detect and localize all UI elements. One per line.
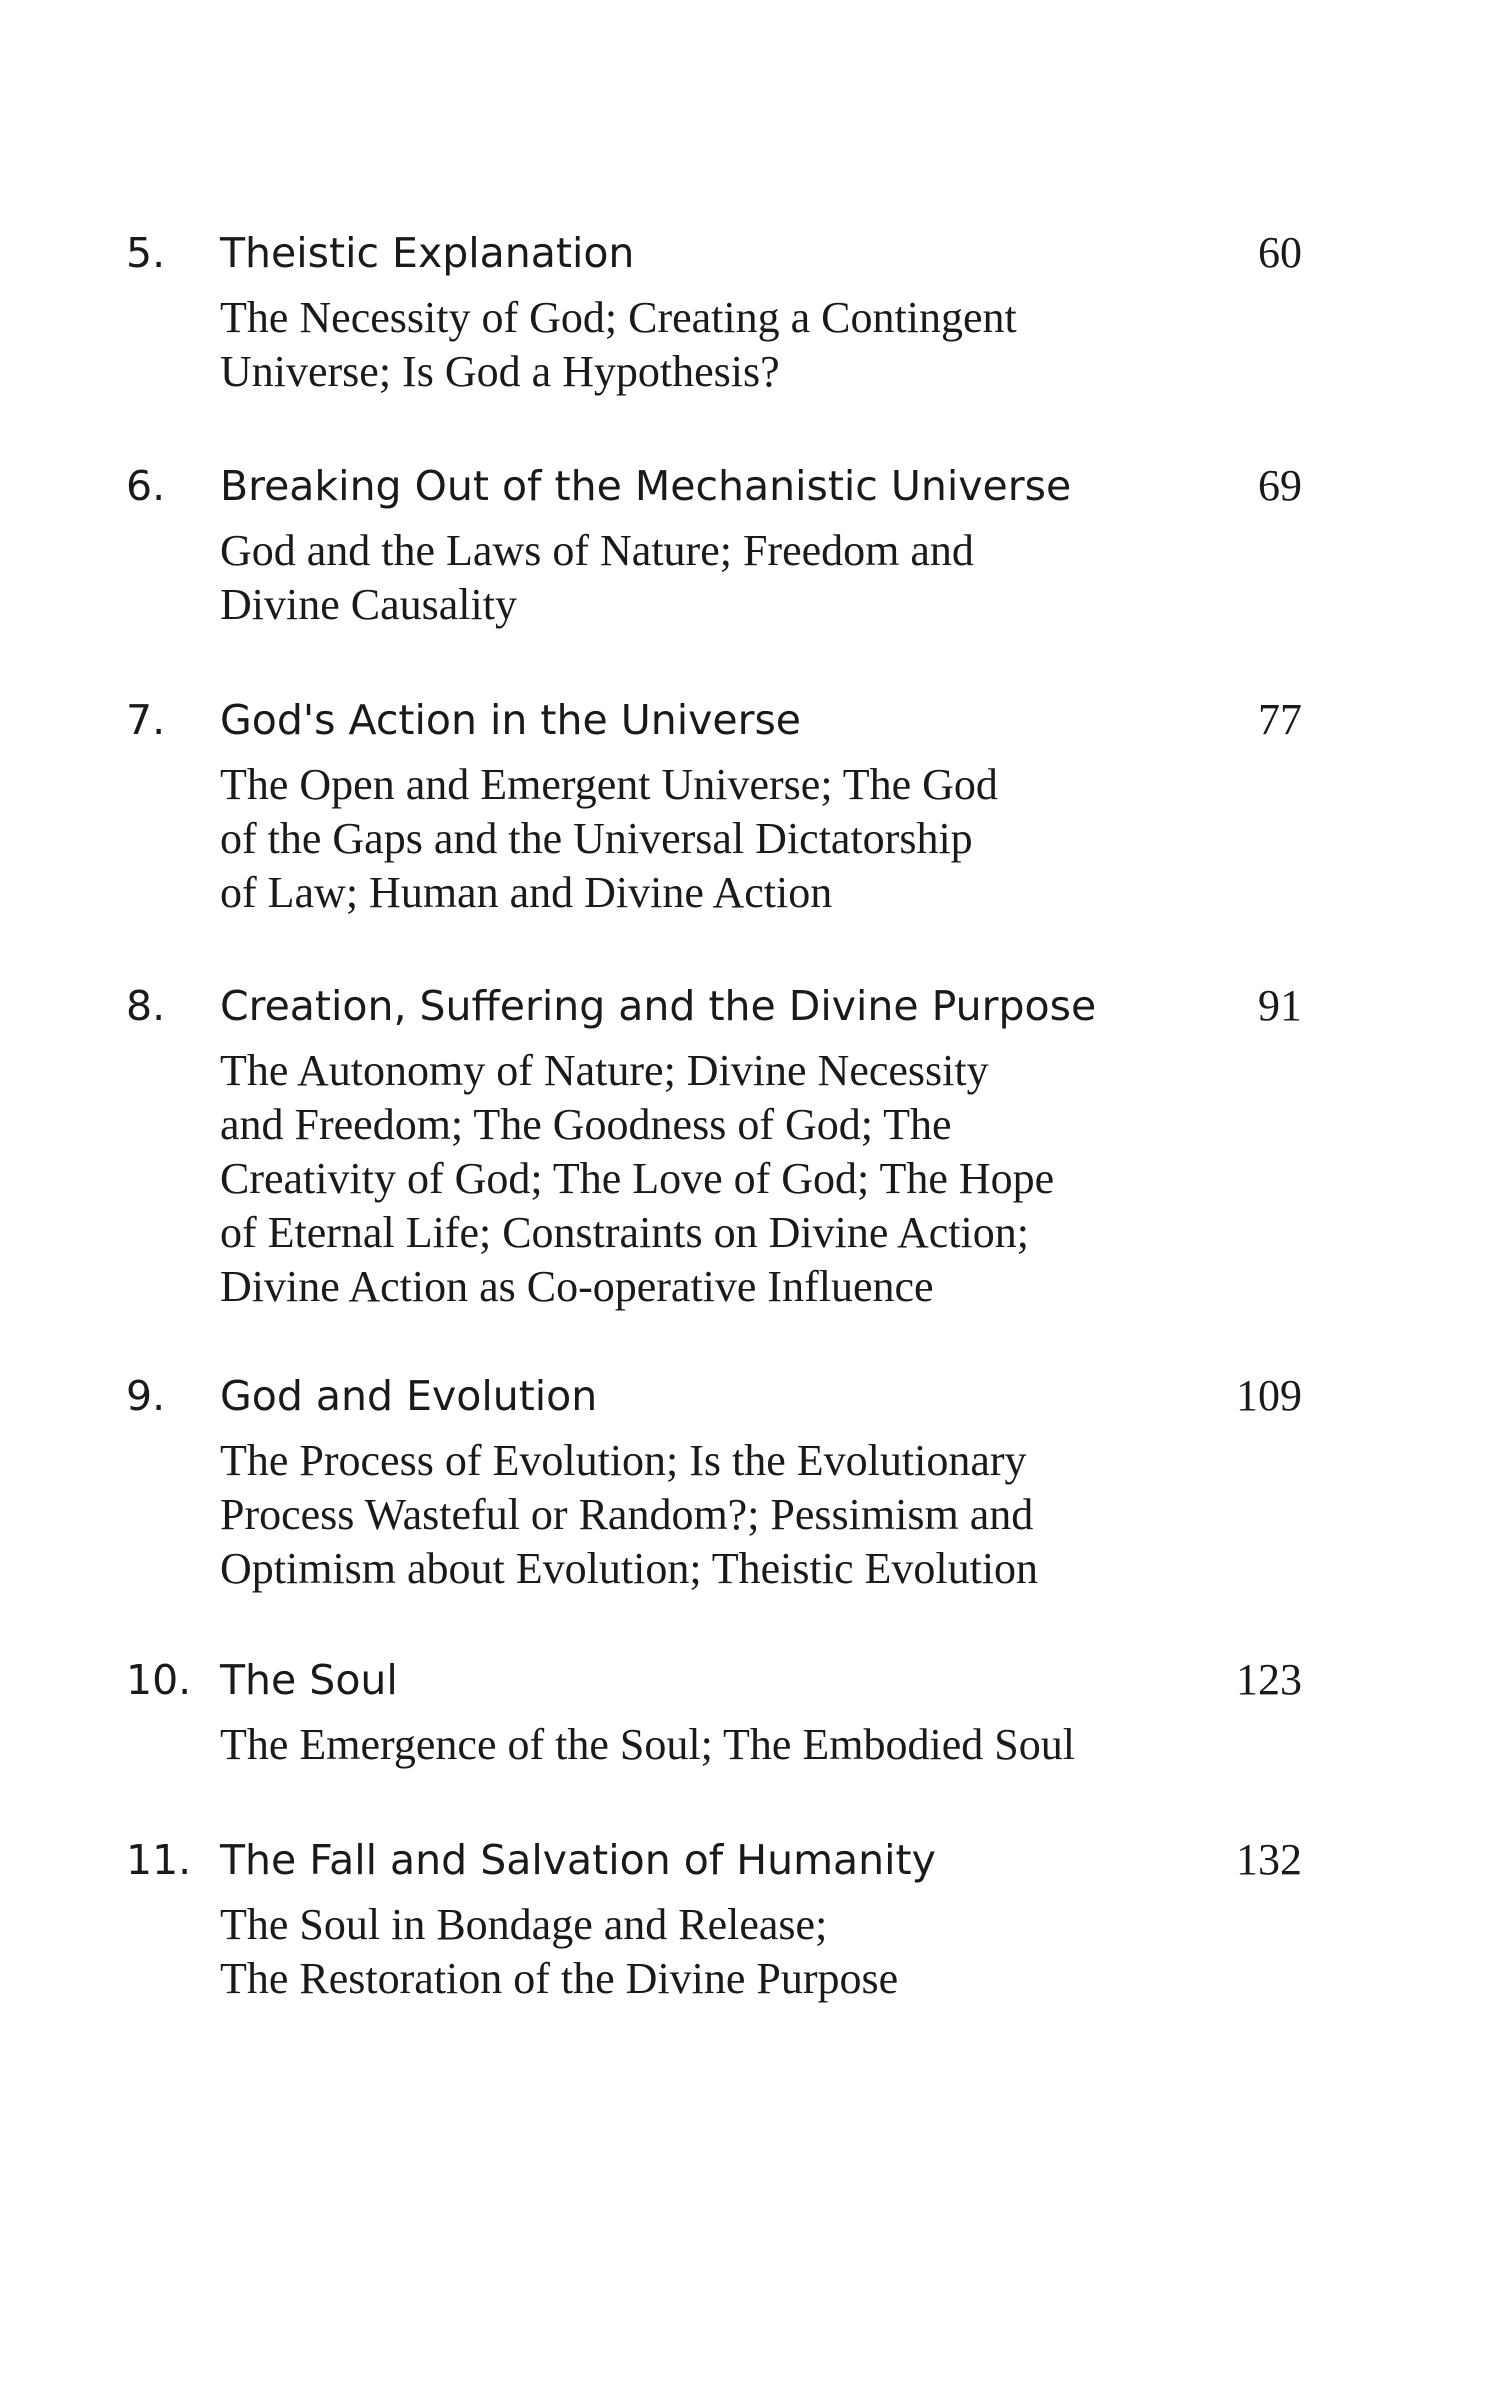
page-number: 60: [1258, 228, 1302, 277]
subtopic-line: Process Wasteful or Random?; Pessimism and: [220, 1490, 1034, 1539]
subtopic-line: The Process of Evolution; Is the Evolutionary: [220, 1436, 1027, 1485]
chapter-subtopics: [220, 758, 1220, 920]
chapter-number: 5.: [126, 229, 166, 277]
subtopic-line: The Autonomy of Nature; Divine Necessity: [220, 1046, 989, 1095]
subtopic-line: Optimism about Evolution; Theistic Evolution: [220, 1544, 1039, 1593]
chapter-number: 9.: [126, 1372, 166, 1420]
subtopic-line: Divine Causality: [220, 580, 517, 629]
chapter-number: 8.: [126, 982, 166, 1030]
subtopic-line: The Open and Emergent Universe; The God: [220, 760, 998, 809]
chapter-number: 6.: [126, 462, 166, 510]
chapter-subtopics: [220, 1434, 1220, 1596]
page-number: 132: [1236, 1835, 1302, 1884]
subtopic-line: The Soul in Bondage and Release;: [220, 1900, 828, 1949]
chapter-title: God and Evolution: [220, 1372, 598, 1420]
chapter-title: Creation, Suffering and the Divine Purpose: [220, 982, 1097, 1030]
chapter-subtopics: [220, 524, 1220, 632]
chapter-subtopics: [220, 1044, 1220, 1314]
subtopic-line: and Freedom; The Goodness of God; The: [220, 1100, 952, 1149]
chapter-subtopics: [220, 1898, 1220, 2006]
subtopic-line: Universe; Is God a Hypothesis?: [220, 347, 780, 396]
chapter-subtopics: [220, 291, 1220, 399]
chapter-subtopics: [220, 1718, 1220, 1772]
subtopic-line: The Restoration of the Divine Purpose: [220, 1954, 899, 2003]
chapter-number: 7.: [126, 696, 166, 744]
page-number: 91: [1258, 981, 1302, 1030]
chapter-title: God's Action in the Universe: [220, 696, 802, 744]
subtopic-line: Divine Action as Co-operative Influence: [220, 1262, 934, 1311]
page-number: 77: [1258, 695, 1302, 744]
subtopic-line: The Necessity of God; Creating a Contingent: [220, 293, 1017, 342]
chapter-title: Theistic Explanation: [220, 229, 635, 277]
subtopic-line: of Law; Human and Divine Action: [220, 868, 833, 917]
page-number: 109: [1236, 1371, 1302, 1420]
chapter-title: The Soul: [220, 1656, 398, 1704]
subtopic-line: Creativity of God; The Love of God; The Hope: [220, 1154, 1055, 1203]
chapter-number: 10.: [126, 1656, 192, 1704]
subtopic-line: of the Gaps and the Universal Dictatorship: [220, 814, 973, 863]
chapter-title: The Fall and Salvation of Humanity: [220, 1836, 936, 1884]
subtopic-line: of Eternal Life; Constraints on Divine Action;: [220, 1208, 1029, 1257]
chapter-title: Breaking Out of the Mechanistic Universe: [220, 462, 1072, 510]
chapter-number: 11.: [126, 1836, 192, 1884]
page-number: 123: [1236, 1655, 1302, 1704]
page-number: 69: [1258, 461, 1302, 510]
subtopic-line: The Emergence of the Soul; The Embodied Soul: [220, 1720, 1075, 1769]
subtopic-line: God and the Laws of Nature; Freedom and: [220, 526, 974, 575]
